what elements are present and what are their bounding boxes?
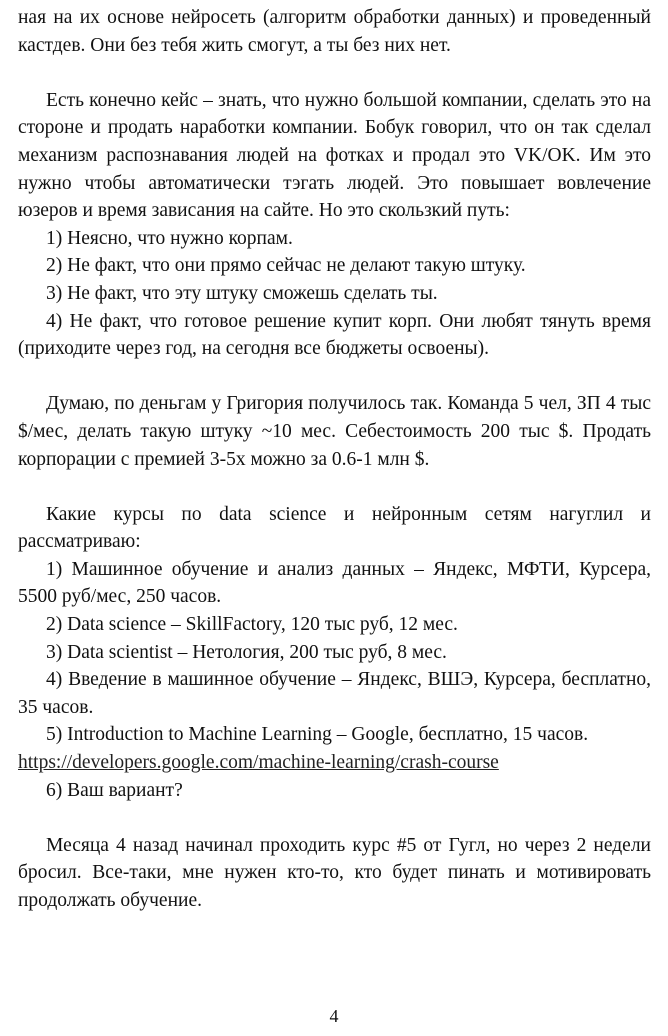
course-link[interactable] [18,749,651,777]
closing-paragraph: Месяца 4 назад начинал проходить курс #5 от Гугл, но через 2 недели бросил. Все-таки, мне нужен кто-то, кто будет пинать и мотивировать продолжать обучение. [18,834,651,911]
page-body [18,4,651,915]
course-link-text[interactable]: https://developers.google.com/machine-learning/crash-course [18,752,499,774]
course-list-item: 3) Data scientist – Нетология, 200 тыс руб, 8 мес. [46,641,447,663]
money-paragraph: Думаю, по деньгам у Григория получилось так. Команда 5 чел, ЗП 4 тыс $/мес, делать такую штуку ~10 мес. Себестоимость 200 тыс $. Продать корпорации с премией 3-5х можно за 0.6-1 млн $. [18,393,651,470]
case-paragraph: Есть конечно кейс – знать, что нужно большой компании, сделать это на стороне и продать наработки компании. Бобук говорил, что он так сделал механизм распознавания людей на фотках и продал это VK/OK. Им это нужно чтобы автоматически тэгать людей. Это повышает вовлечение юзеров и время зависания на сайте. Но это скользкий путь: [18,89,651,222]
paragraph-gap [18,363,651,391]
paragraph-gap [18,804,651,832]
courses-intro: Какие курсы по data science и нейронным сетям нагуглил и рассматриваю: [18,503,651,553]
course-list-item: 5) Introduction to Machine Learning – Google, бесплатно, 15 часов. [46,724,589,746]
course-list-item: 1) Машинное обучение и анализ данных – Яндекс, МФТИ, Курсера, 5500 руб/мес, 250 часов. [18,558,651,608]
opening-fragment: ная на их основе нейросеть (алгоритм обработки данных) и проведенный кастдев. Они без тебя жить смогут, а ты без них нет. [18,7,651,56]
case-list-item: 4) Не факт, что готовое решение купит корп. Они любят тянуть время (приходите через год, на сегодня все бюджеты освоены). [18,310,651,360]
paragraph-gap [18,59,651,87]
page-number: 4 [329,1006,339,1026]
paragraph-gap [18,473,651,501]
course-list-item: 6) Ваш вариант? [46,779,183,801]
case-list-item: 3) Не факт, что эту штуку сможешь сделать ты. [46,282,438,304]
case-list-item: 1) Неясно, что нужно корпам. [46,227,293,249]
course-list-item: 4) Введение в машинное обучение – Яндекс, ВШЭ, Курсера, бесплатно, 35 часов. [18,669,651,718]
case-list-item: 2) Не факт, что они прямо сейчас не делают такую штуку. [46,255,526,277]
course-list-item: 2) Data science – SkillFactory, 120 тыс руб, 12 мес. [46,614,458,636]
